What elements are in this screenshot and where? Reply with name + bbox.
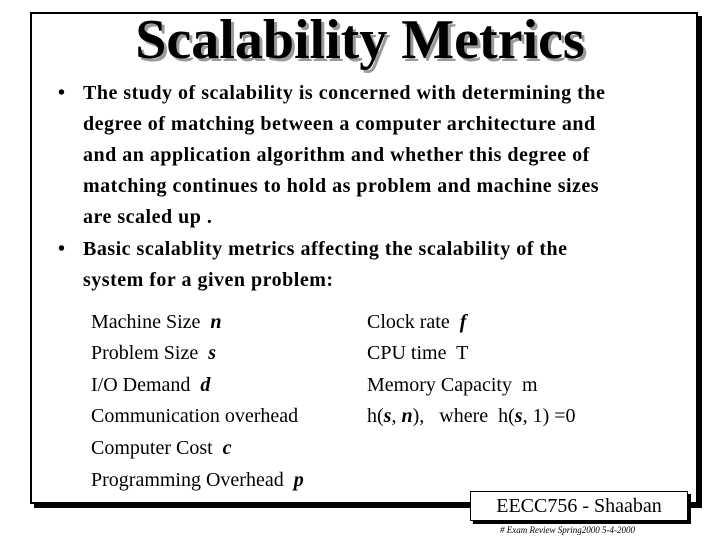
h-symbol-s: s xyxy=(383,405,392,427)
course-footer-box xyxy=(470,491,688,521)
metric-symbol: s xyxy=(208,342,217,364)
metric-io-demand xyxy=(91,370,210,401)
metric-communication-overhead xyxy=(91,401,298,432)
metric-label: Programming Overhead xyxy=(91,469,284,491)
metric-label: Clock rate xyxy=(367,311,450,333)
bullet-1-line-1: The study of scalability is concerned with determining the xyxy=(83,82,606,104)
bullet-2-line-1: Basic scalablity metrics affecting the scalability of the xyxy=(83,238,568,260)
bullet-marker-1: • xyxy=(58,82,66,104)
metric-symbol: T xyxy=(456,342,469,364)
h-text: h( xyxy=(367,405,384,427)
bullet-text-1 xyxy=(83,78,688,233)
bullet-text-2 xyxy=(83,234,688,296)
bullet-1-line-4: matching continues to hold as problem and machine sizes xyxy=(83,175,600,197)
metric-clock-rate xyxy=(367,307,466,338)
metric-programming-overhead xyxy=(91,465,304,496)
metric-symbol: p xyxy=(293,469,304,491)
metric-label: I/O Demand xyxy=(91,374,191,396)
footer-meta: # Exam Review Spring2000 5-4-2000 xyxy=(500,525,635,535)
metric-label: Memory Capacity xyxy=(367,374,512,396)
h-symbol-n: n xyxy=(401,405,413,427)
h-text: ), where h( xyxy=(412,405,515,427)
metric-label: Communication overhead xyxy=(91,405,299,427)
metric-cpu-time xyxy=(367,338,468,369)
bullet-marker-2: • xyxy=(58,238,66,260)
metric-symbol: c xyxy=(222,437,232,459)
metric-label: CPU time xyxy=(367,342,447,364)
metric-symbol: n xyxy=(210,311,222,333)
slide-title: Scalability Metrics xyxy=(135,9,585,71)
h-text: , 1) =0 xyxy=(522,405,576,427)
metric-label: Computer Cost xyxy=(91,437,213,459)
bullet-2-line-2: system for a given problem: xyxy=(83,269,334,291)
metric-h-function xyxy=(367,401,576,432)
metric-label: Problem Size xyxy=(91,342,199,364)
metric-problem-size xyxy=(91,338,216,369)
course-footer-label: EECC756 - Shaaban xyxy=(496,495,662,517)
h-text: , xyxy=(391,405,402,427)
metric-machine-size xyxy=(91,307,222,338)
bullet-1-line-3: and an application algorithm and whether this degree of xyxy=(83,144,590,166)
metric-symbol: d xyxy=(200,374,211,396)
h-symbol-s: s xyxy=(514,405,523,427)
bullet-1-line-2: degree of matching between a computer architecture and xyxy=(83,113,596,135)
metric-label: Machine Size xyxy=(91,311,201,333)
metric-computer-cost xyxy=(91,433,232,464)
metric-memory-capacity xyxy=(367,370,538,401)
bullet-1-line-5: are scaled up . xyxy=(83,206,213,228)
metric-symbol: f xyxy=(459,311,467,333)
metric-symbol: m xyxy=(521,374,538,396)
